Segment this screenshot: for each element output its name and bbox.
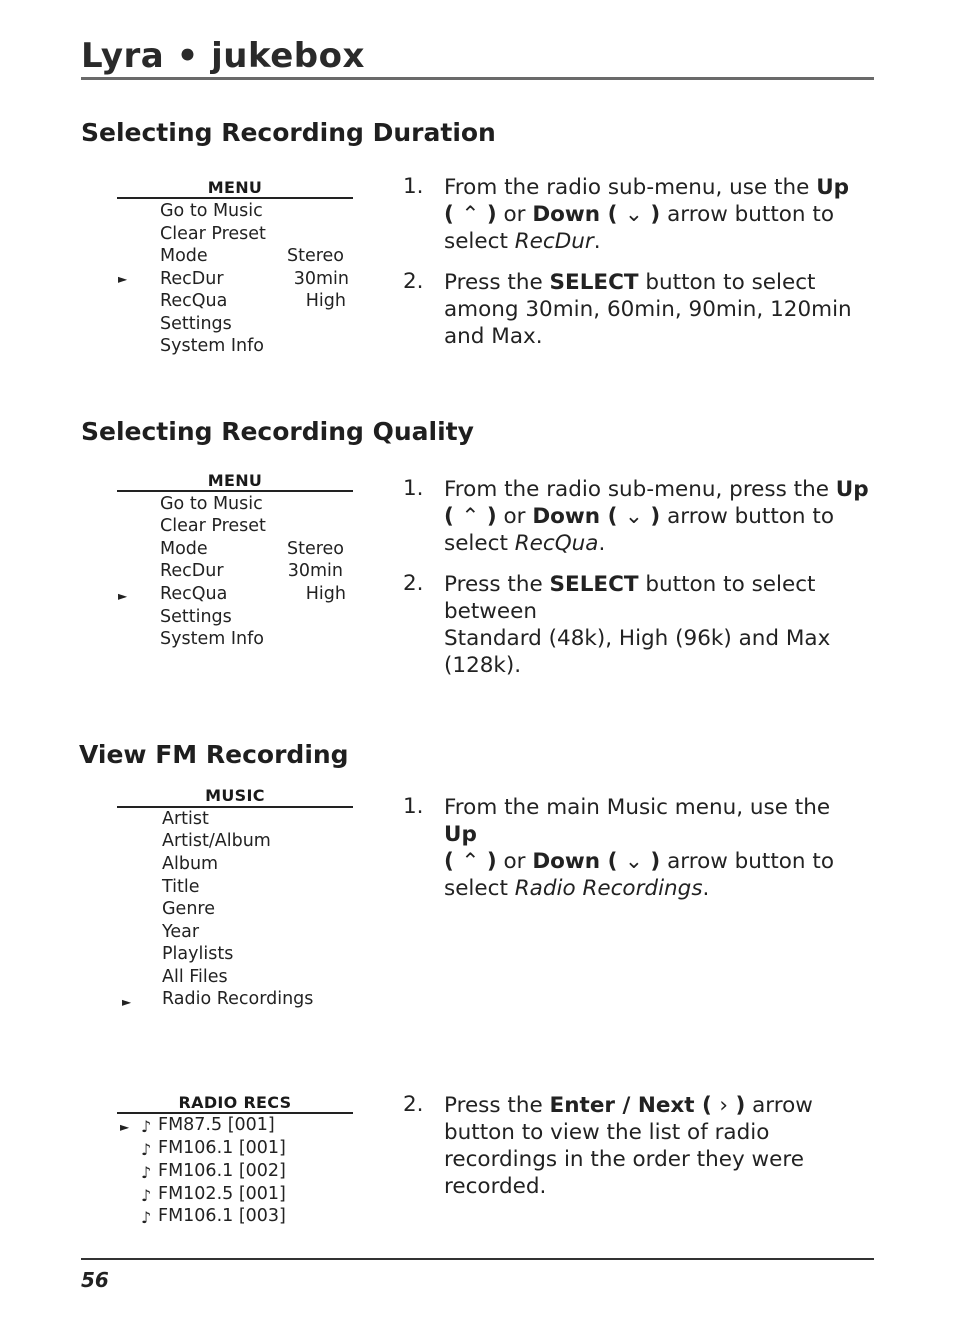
menu-divider [117,1112,353,1114]
section-heading-quality: Selecting Recording Quality [81,417,474,446]
header-divider [81,77,874,80]
chevron-down-icon: ⌄ [624,849,643,874]
radio-rec-item[interactable]: FM87.5 [001] [158,1115,275,1135]
menu-item-recqua[interactable]: RecQua [160,584,228,604]
chevron-up-icon: ⌃ [461,504,480,529]
music-note-icon: ♪ [141,1117,152,1136]
step-text: Press the SELECT button to select among 30min, 60min, 90min, 120min and Max. [444,270,852,349]
menu-item-recdur[interactable]: RecDur [160,269,224,289]
menu-divider [117,197,353,199]
page-number: 56 [81,1268,109,1292]
music-item-radio-recordings[interactable]: Radio Recordings [162,989,314,1009]
step-number: 1. [403,476,424,501]
step-number: 1. [403,794,424,819]
menu-item-recdur[interactable]: RecDur [160,561,224,581]
menu-title: MENU [207,471,263,490]
music-item-all-files[interactable]: All Files [162,967,228,987]
menu-value-recqua: High [305,291,346,311]
pointer-triangle-icon: ► [120,1120,130,1134]
chevron-down-icon: ⌄ [624,202,643,227]
menu-divider [117,806,353,808]
page-header-title: Lyra • jukebox [81,36,365,76]
music-item-artist-album[interactable]: Artist/Album [162,831,271,851]
step-text: From the radio sub-menu, press the Up ( ⌃ ) or Down ( ⌄ ) arrow button to select RecQua. [444,477,869,556]
music-item-artist[interactable]: Artist [162,809,209,829]
music-item-title[interactable]: Title [162,877,200,897]
menu-item-mode[interactable]: Mode [160,539,208,559]
music-note-icon: ♪ [141,1186,152,1205]
step-number: 1. [403,174,424,199]
menu-value-recdur: 30min [293,269,349,289]
radio-recs-title: RADIO RECS [178,1093,292,1112]
menu-item-settings[interactable]: Settings [160,314,232,334]
music-note-icon: ♪ [141,1208,152,1227]
music-item-year[interactable]: Year [162,922,200,942]
menu-divider [117,490,353,492]
section-heading-duration: Selecting Recording Duration [81,118,496,147]
menu-item-clear-preset[interactable]: Clear Preset [160,516,266,536]
pointer-triangle-icon: ► [118,272,128,286]
menu-value-mode: Stereo [286,539,344,559]
section-heading-fm-recording: View FM Recording [79,740,349,769]
menu-item-go-to-music[interactable]: Go to Music [160,201,263,221]
menu-title: MENU [207,178,263,197]
music-note-icon: ♪ [141,1140,152,1159]
radio-rec-item[interactable]: FM106.1 [001] [158,1138,286,1158]
step-number: 2. [403,269,424,294]
chevron-up-icon: ⌃ [461,202,480,227]
menu-value-recdur: 30min [287,561,343,581]
menu-item-system-info[interactable]: System Info [160,629,264,649]
chevron-up-icon: ⌃ [461,849,480,874]
radio-rec-item[interactable]: FM102.5 [001] [158,1184,286,1204]
menu-value-mode: Stereo [286,246,344,266]
music-item-genre[interactable]: Genre [162,899,215,919]
step-number: 2. [403,1092,424,1117]
step-text: Press the Enter / Next ( › ) arrow button to view the list of radio recordings in the order they were recorded. [444,1093,813,1199]
music-menu-title: MUSIC [205,786,265,805]
radio-rec-item[interactable]: FM106.1 [002] [158,1161,286,1181]
menu-item-go-to-music[interactable]: Go to Music [160,494,263,514]
step-text: Press the SELECT button to select between Standard (48k), High (96k) and Max (128k). [444,572,831,678]
step-text: From the radio sub-menu, use the Up ( ⌃ ) or Down ( ⌄ ) arrow button to select RecDur. [444,175,850,254]
pointer-triangle-icon: ► [118,589,128,603]
menu-item-clear-preset[interactable]: Clear Preset [160,224,266,244]
menu-item-mode[interactable]: Mode [160,246,208,266]
footer-divider [81,1258,874,1260]
menu-item-settings[interactable]: Settings [160,607,232,627]
music-item-playlists[interactable]: Playlists [162,944,234,964]
menu-value-recqua: High [305,584,346,604]
step-number: 2. [403,571,424,596]
chevron-down-icon: ⌄ [624,504,643,529]
step-text: From the main Music menu, use the Up ( ⌃ ) or Down ( ⌄ ) arrow button to select Radio Recordings. [444,795,834,901]
music-item-album[interactable]: Album [162,854,219,874]
menu-item-system-info[interactable]: System Info [160,336,264,356]
music-note-icon: ♪ [141,1163,152,1182]
menu-item-recqua[interactable]: RecQua [160,291,228,311]
chevron-right-icon: › [719,1093,728,1118]
pointer-triangle-icon: ► [122,995,132,1009]
radio-rec-item[interactable]: FM106.1 [003] [158,1206,286,1226]
